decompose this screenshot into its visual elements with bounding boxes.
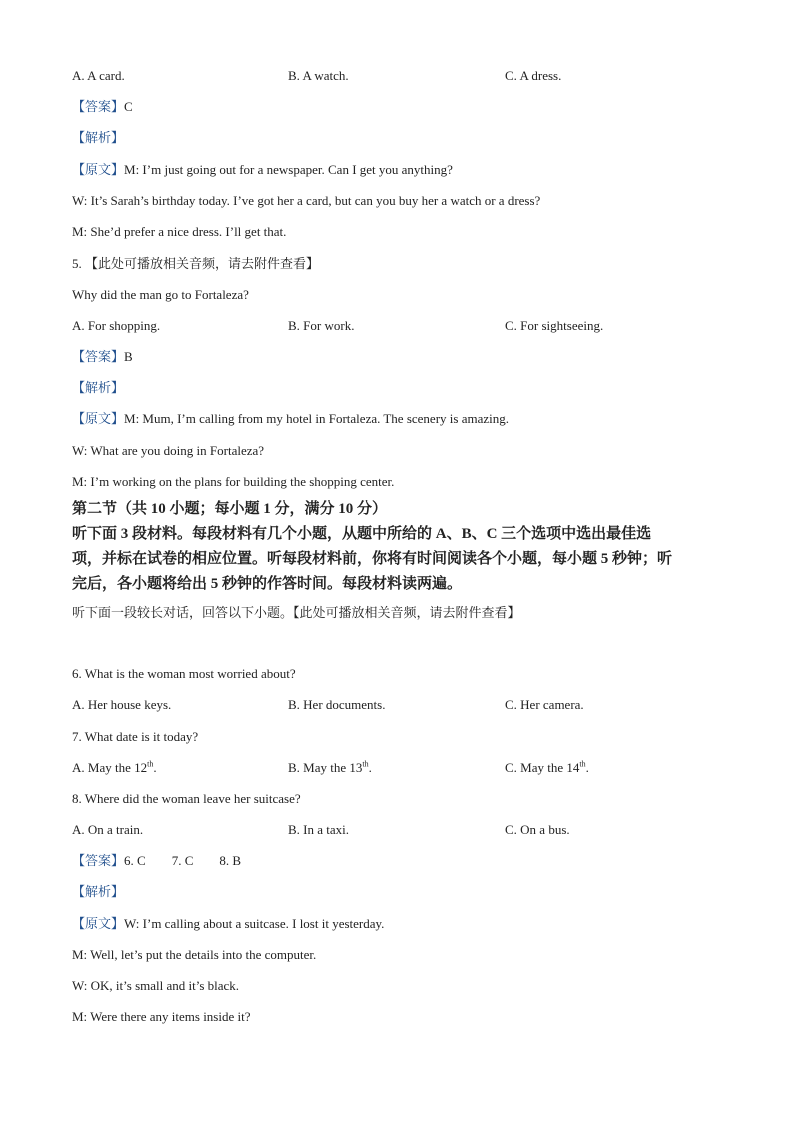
q4-option-a: A. A card. <box>72 68 125 83</box>
q8-option-b: B. In a taxi. <box>288 822 350 837</box>
section2-instruction-3: 完后，各小题将给出 5 秒钟的作答时间。每段材料读两遍。 <box>72 576 463 592</box>
q5-analysis-tag: 【解析】 <box>72 380 125 395</box>
q5-transcript-line3: M: I’m working on the plans for building the shopping center. <box>72 474 395 489</box>
q6-8-transcript-line3: W: OK, it’s small and it’s black. <box>72 978 240 993</box>
option-end: . <box>368 760 372 775</box>
section2-instruction-1: 听下面 3 段材料。每段材料有几个小题，从题中所给的 A、B、C 三个选项中选出最佳选 <box>72 526 652 542</box>
q4-transcript-line2: W: It’s Sarah’s birthday today. I’ve got her a card, but can you buy her a watch or a dress? <box>72 193 541 208</box>
q6-option-c: C. Her camera. <box>505 697 584 712</box>
q8-option-a: A. On a train. <box>72 822 144 837</box>
option-end: . <box>153 760 157 775</box>
q5-audio-note: 【此处可播放相关音频，请去附件查看】 <box>85 256 320 271</box>
q8-question: 8. Where did the woman leave her suitcase? <box>72 791 301 806</box>
transcript-tag: 【原文】 <box>72 411 125 426</box>
option-text: A. May the 12 <box>72 760 148 775</box>
q4-transcript-line1 <box>72 162 453 178</box>
q5-header <box>72 256 319 272</box>
q7-question: 7. What date is it today? <box>72 729 199 744</box>
transcript-tag: 【原文】 <box>72 162 125 177</box>
section2-instruction-2: 项，并标在试卷的相应位置。听每段材料前，你将有时间阅读各个小题，每小题 5 秒钟；听 <box>72 551 673 567</box>
section2-intro: 听下面一段较长对话，回答以下小题。【此处可播放相关音频，请去附件查看】 <box>72 605 521 620</box>
q8-option-c: C. On a bus. <box>505 822 570 837</box>
ordinal-suffix: th <box>362 759 369 769</box>
section2-heading: 第二节（共 10 小题；每小题 1 分，满分 10 分） <box>72 501 388 517</box>
transcript-text: W: I’m calling about a suitcase. I lost it yesterday. <box>124 916 385 931</box>
ordinal-suffix: th <box>579 759 586 769</box>
q4-answer <box>72 99 133 115</box>
q5-option-b: B. For work. <box>288 318 355 333</box>
transcript-text: M: Mum, I’m calling from my hotel in Fortaleza. The scenery is amazing. <box>124 411 509 426</box>
ordinal-suffix: th <box>147 759 154 769</box>
q7-option-b <box>288 760 372 776</box>
answer-tag: 【答案】 <box>72 853 125 868</box>
q5-answer <box>72 349 133 365</box>
q6-8-transcript-line2: M: Well, let’s put the details into the computer. <box>72 947 317 962</box>
q4-transcript-line3: M: She’d prefer a nice dress. I’ll get that. <box>72 224 287 239</box>
q7-option-c <box>505 760 589 776</box>
q5-number: 5. <box>72 256 82 271</box>
option-text: C. May the 14 <box>505 760 580 775</box>
q5-transcript-line1 <box>72 411 509 427</box>
q4-analysis-tag: 【解析】 <box>72 130 125 145</box>
q6-8-transcript-line4: M: Were there any items inside it? <box>72 1009 251 1024</box>
answer-value: B <box>124 349 133 364</box>
q4-option-b: B. A watch. <box>288 68 349 83</box>
answer-8: 8. B <box>219 853 242 868</box>
q5-question: Why did the man go to Fortaleza? <box>72 287 249 302</box>
q5-option-c: C. For sightseeing. <box>505 318 604 333</box>
answer-6: 6. C <box>124 853 146 868</box>
q6-8-analysis-tag: 【解析】 <box>72 884 125 899</box>
q6-8-answer <box>72 853 241 869</box>
answer-7: 7. C <box>171 853 194 868</box>
option-end: . <box>585 760 589 775</box>
answer-tag: 【答案】 <box>72 349 125 364</box>
q4-option-c: C. A dress. <box>505 68 562 83</box>
q6-question: 6. What is the woman most worried about? <box>72 666 296 681</box>
q5-option-a: A. For shopping. <box>72 318 161 333</box>
q6-8-transcript-line1 <box>72 916 384 932</box>
q5-transcript-line2: W: What are you doing in Fortaleza? <box>72 443 265 458</box>
transcript-text: M: I’m just going out for a newspaper. Can I get you anything? <box>124 162 453 177</box>
q6-option-a: A. Her house keys. <box>72 697 172 712</box>
transcript-tag: 【原文】 <box>72 916 125 931</box>
q6-option-b: B. Her documents. <box>288 697 386 712</box>
q7-option-a <box>72 760 157 776</box>
answer-value: C <box>124 99 133 114</box>
option-text: B. May the 13 <box>288 760 363 775</box>
answer-tag: 【答案】 <box>72 99 125 114</box>
